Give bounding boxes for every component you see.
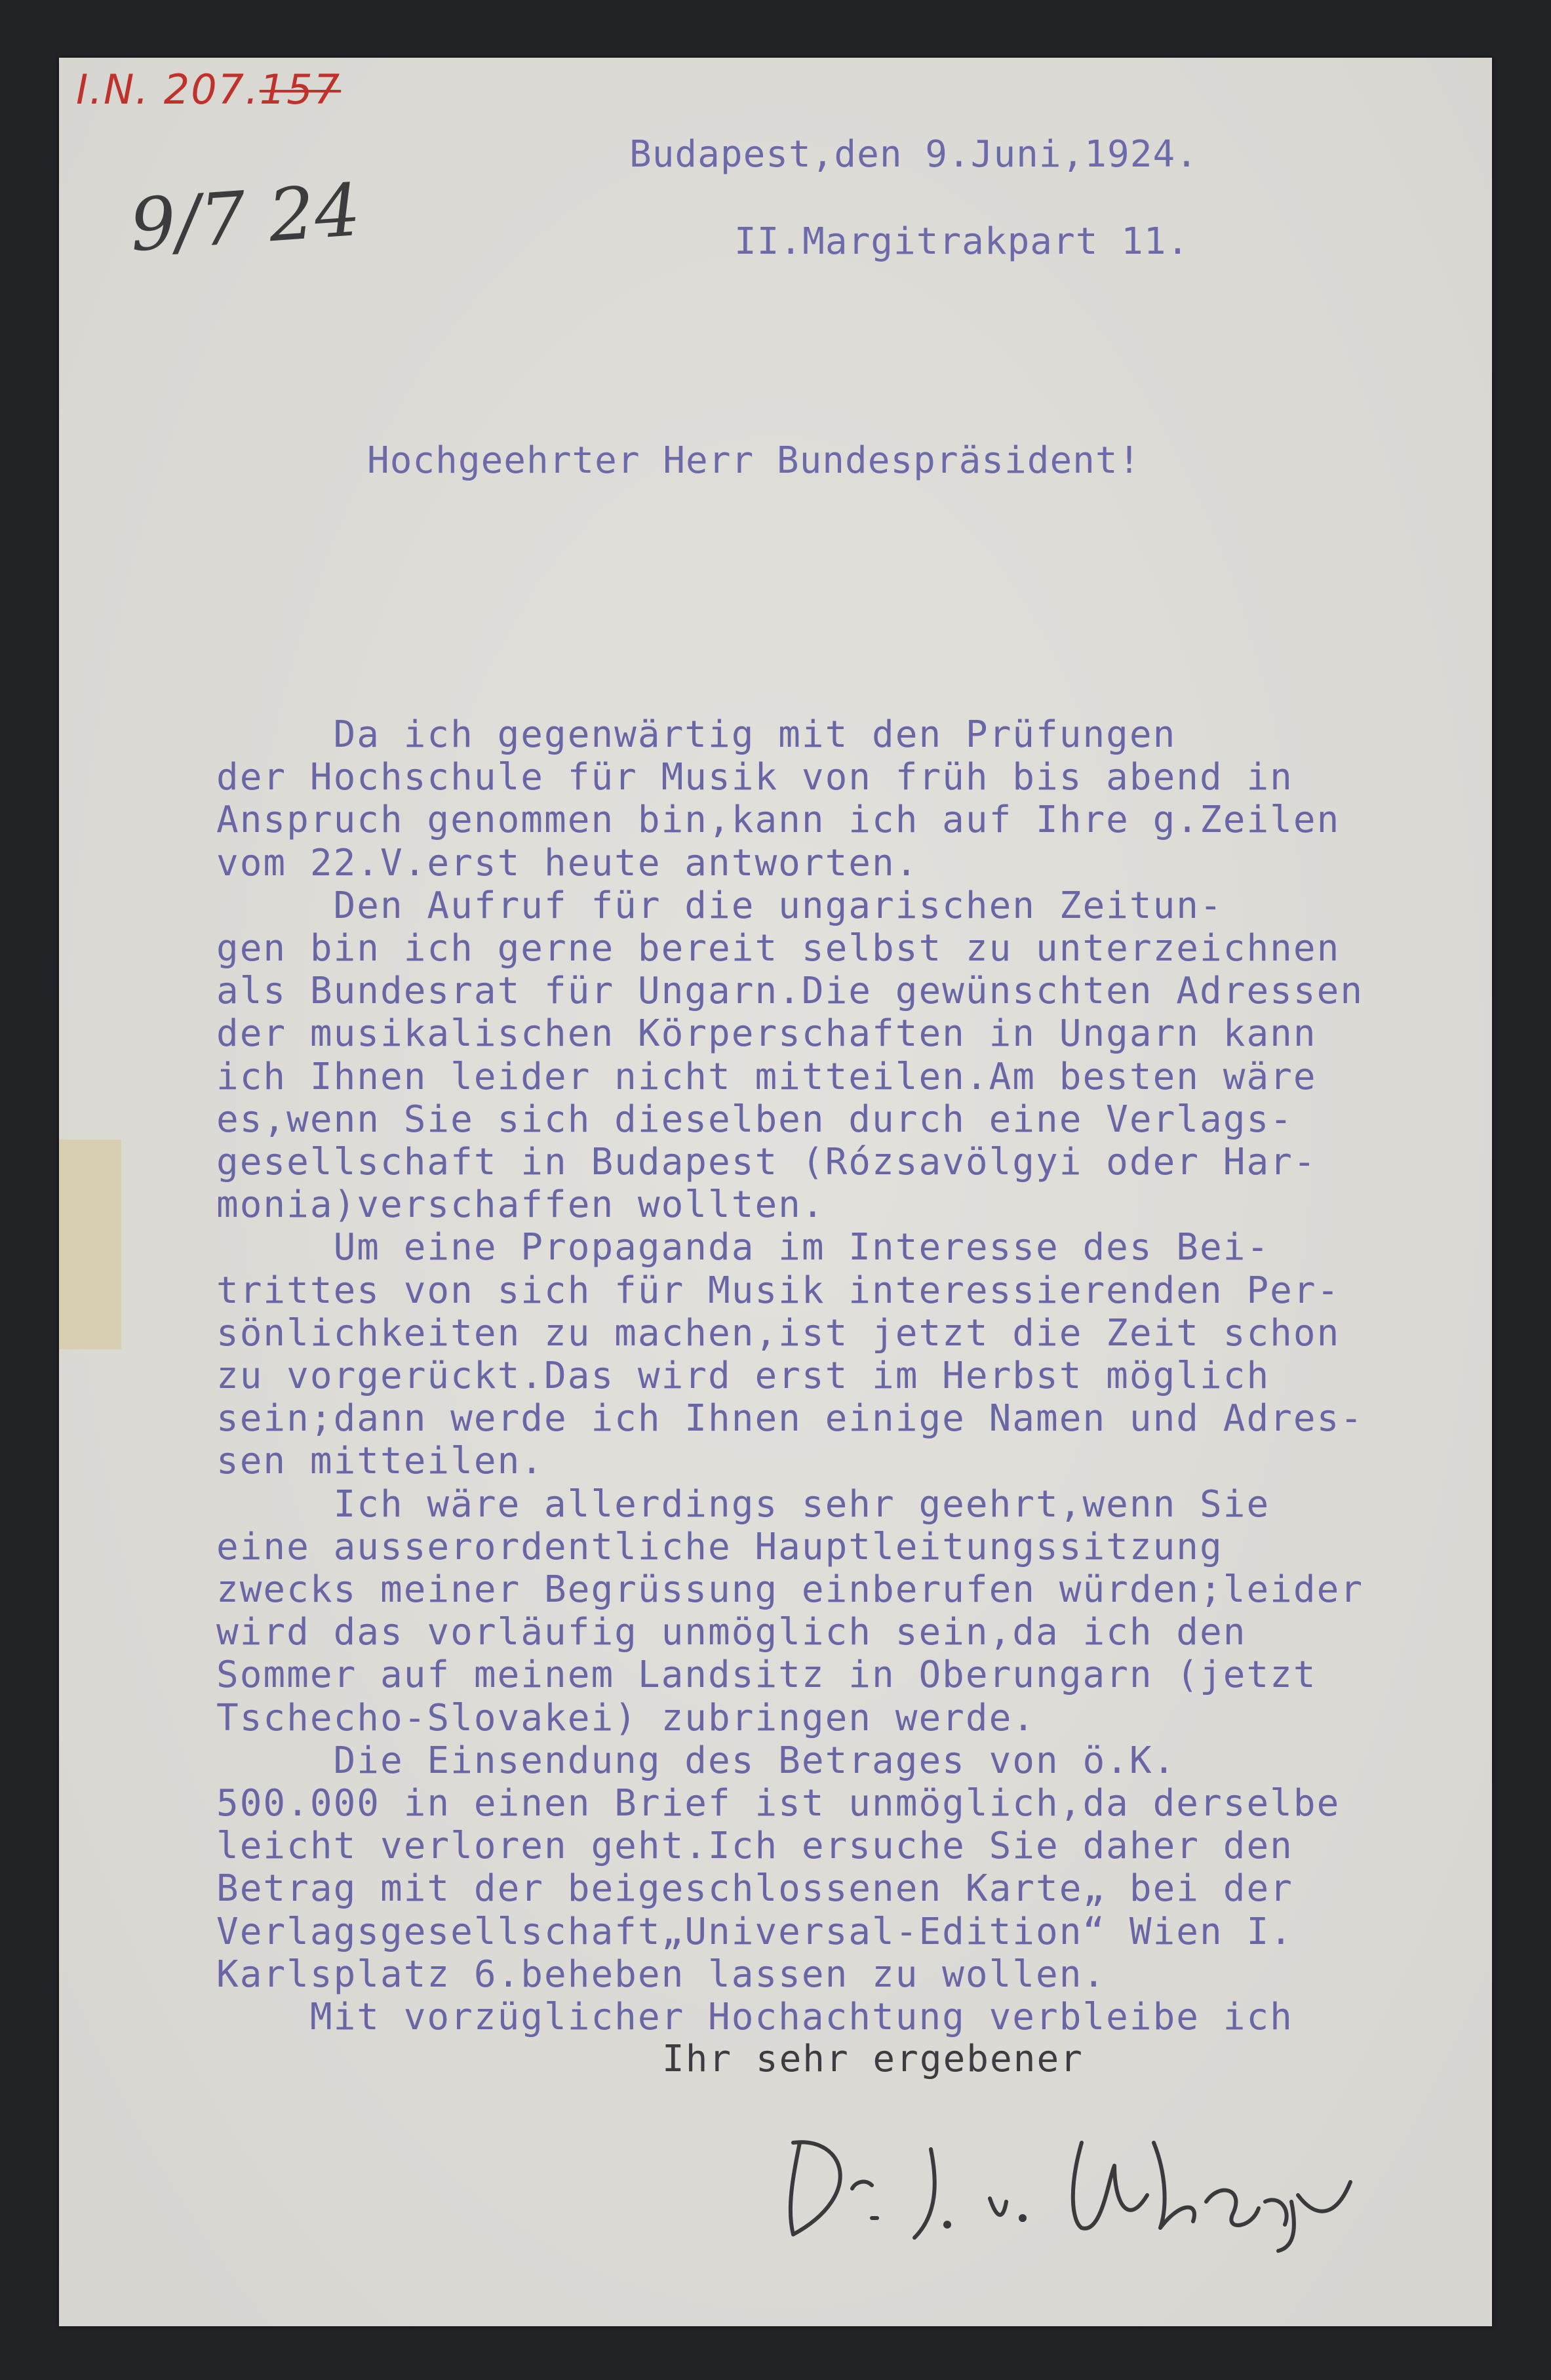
body-line: sönlichkeiten zu machen,ist jetzt die Zeit schon xyxy=(216,1311,1341,1355)
body-line: Ich wäre allerdings sehr geehrt,wenn Sie xyxy=(216,1482,1270,1526)
archive-number-prefix: I.N. 207. xyxy=(76,66,260,113)
body-line: ich Ihnen leider nicht mitteilen.Am besten wäre xyxy=(216,1055,1317,1098)
body-line: sein;dann werde ich Ihnen einige Namen und Adres- xyxy=(216,1397,1364,1440)
body-line: wird das vorläufig unmöglich sein,da ich den xyxy=(216,1611,1247,1654)
body-line: Karlsplatz 6.beheben lassen zu wollen. xyxy=(216,1953,1107,1996)
body-line: Anspruch genommen bin,kann ich auf Ihre g.Zeilen xyxy=(216,799,1341,842)
place-date: Budapest,den 9.Juni,1924. xyxy=(629,133,1198,176)
body-line: es,wenn Sie sich dieselben durch eine Verlags- xyxy=(216,1098,1293,1141)
body-line: Verlagsgesellschaft„Universal-Edition“ Wien I. xyxy=(216,1910,1293,1953)
body-line: Tschecho-Slovakei) zubringen werde. xyxy=(216,1696,1036,1739)
salutation: Hochgeehrter Herr Bundespräsident! xyxy=(367,439,1141,482)
tape-residue xyxy=(59,1140,121,1349)
body-line: Sommer auf meinem Landsitz in Oberungarn (jetzt xyxy=(216,1654,1317,1697)
archive-number-struck: 157 xyxy=(259,66,342,113)
closing: Ihr sehr ergebener xyxy=(662,2038,1084,2080)
letter-page xyxy=(59,58,1492,2326)
body-line: monia)verschaffen wollten. xyxy=(216,1183,825,1227)
signature xyxy=(774,2103,1429,2254)
body-line: Um eine Propaganda im Interesse des Bei- xyxy=(216,1226,1270,1269)
body-line: zwecks meiner Begrüssung einberufen würden;leider xyxy=(216,1568,1364,1611)
body-line: sen mitteilen. xyxy=(216,1440,545,1483)
body-line: leicht verloren geht.Ich ersuche Sie daher den xyxy=(216,1825,1293,1868)
body-line: vom 22.V.erst heute antworten. xyxy=(216,841,919,884)
body-line: trittes von sich für Musik interessierenden Per- xyxy=(216,1269,1341,1312)
body-line: Mit vorzüglicher Hochachtung verbleibe ich xyxy=(216,1996,1293,2038)
handwritten-date: 9/7 24 xyxy=(127,167,364,268)
body-line: Betrag mit der beigeschlossenen Karte„ bei der xyxy=(216,1867,1293,1911)
body-line: der Hochschule für Musik von früh bis abend in xyxy=(216,756,1293,799)
sender-address: II.Margitrakpart 11. xyxy=(734,220,1190,263)
body-line: gesellschaft in Budapest (Rózsavölgyi oder Har- xyxy=(216,1141,1317,1183)
body-line: als Bundesrat für Ungarn.Die gewünschten Adressen xyxy=(216,970,1364,1013)
body-line: Die Einsendung des Betrages von ö.K. xyxy=(216,1739,1177,1782)
body-line: 500.000 in einen Brief ist unmöglich,da derselbe xyxy=(216,1782,1341,1825)
body-line: der musikalischen Körperschaften in Ungarn kann xyxy=(216,1012,1317,1056)
body-line: gen bin ich gerne bereit selbst zu unterzeichnen xyxy=(216,927,1341,970)
body-line: eine ausserordentliche Hauptleitungssitzung xyxy=(216,1525,1223,1568)
archive-number xyxy=(76,66,341,113)
body-line: zu vorgerückt.Das wird erst im Herbst möglich xyxy=(216,1355,1270,1397)
body-line: Den Aufruf für die ungarischen Zeitun- xyxy=(216,884,1223,927)
body-line: Da ich gegenwärtig mit den Prüfungen xyxy=(216,713,1177,756)
